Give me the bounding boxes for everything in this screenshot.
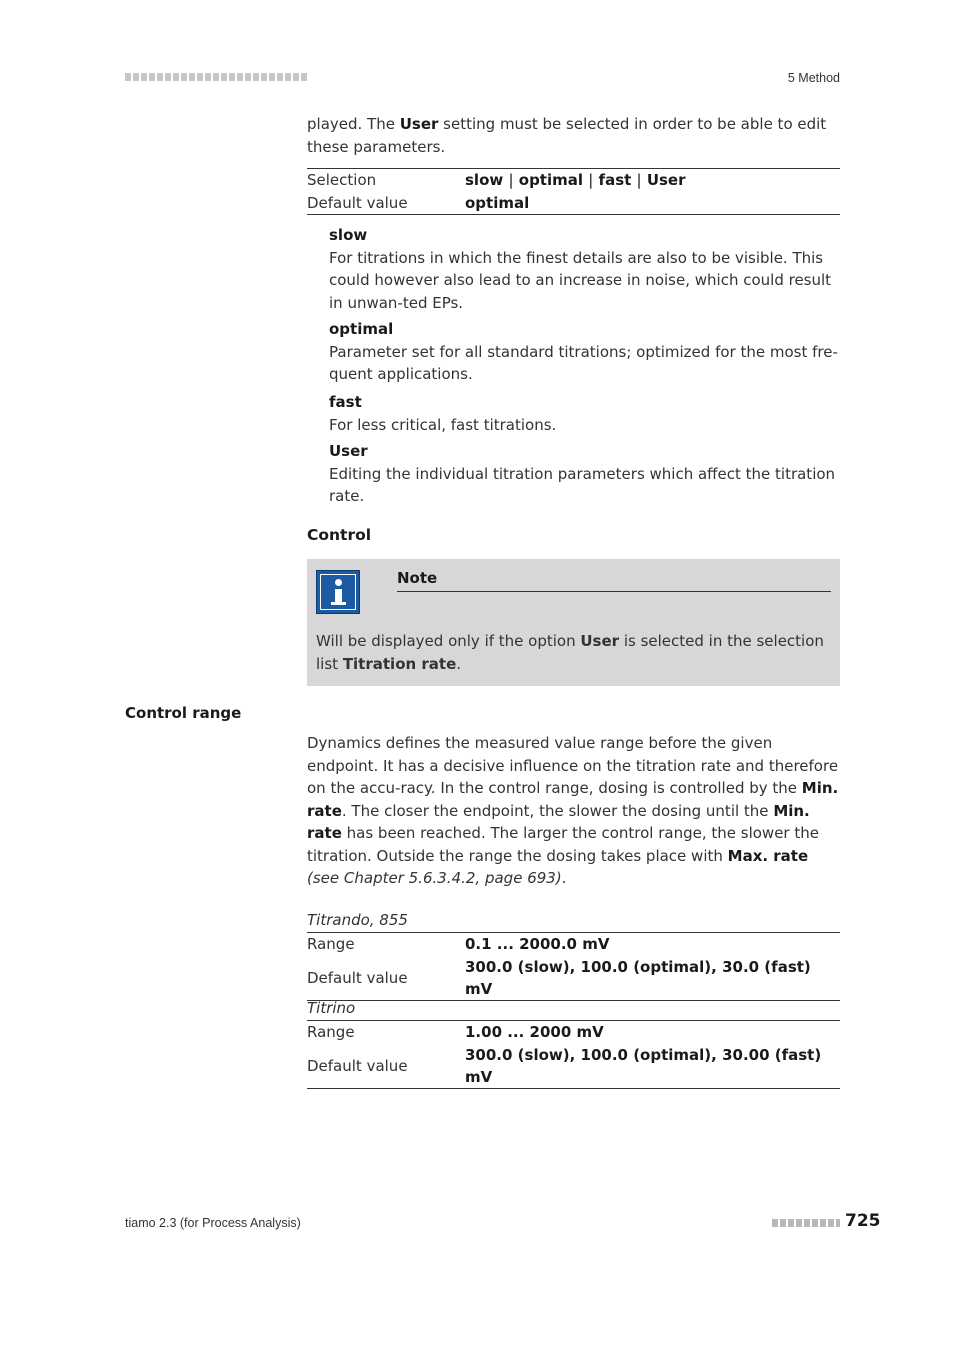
option-fast xyxy=(329,391,841,436)
selection-label: Selection xyxy=(307,171,377,190)
range-table xyxy=(307,1020,840,1089)
note-title: Note xyxy=(397,568,831,592)
note-box xyxy=(307,559,840,686)
range-table xyxy=(307,932,840,1001)
footer-decoration xyxy=(772,1219,840,1227)
option-slow xyxy=(329,224,841,314)
intro-paragraph: played. The User setting must be selected in order to be able to edit these parameters. xyxy=(307,115,827,156)
control-heading: Control xyxy=(307,526,372,544)
selection-table xyxy=(307,168,840,215)
option-desc: Editing the individual titration parameters which affect the titration rate. xyxy=(329,464,836,505)
option-term: User xyxy=(329,442,368,460)
header-decoration xyxy=(125,73,307,81)
control-range-heading: Control range xyxy=(125,704,242,722)
option-term: optimal xyxy=(329,320,394,338)
note-body: Will be displayed only if the option User is selected in the selection list Titration rate. xyxy=(316,632,824,673)
chapter-reference-link[interactable]: (see Chapter 5.6.3.4.2, page 693) xyxy=(307,869,562,887)
range-label: Range xyxy=(307,935,355,954)
default-value: optimal xyxy=(465,193,530,212)
option-term: slow xyxy=(329,226,368,244)
default-value: 300.0 (slow), 100.0 (optimal), 30.0 (fast) mV xyxy=(465,957,811,998)
running-header: 5 Method xyxy=(787,71,840,85)
page-number: 725 xyxy=(845,1211,881,1231)
range-value: 0.1 ... 2000.0 mV xyxy=(465,935,610,954)
footer-product: tiamo 2.3 (for Process Analysis) xyxy=(125,1216,301,1230)
option-desc: For less critical, fast titrations. xyxy=(329,415,557,434)
selection-values: slow | optimal | fast | User xyxy=(465,171,686,190)
option-desc: Parameter set for all standard titrations; optimized for the most fre-quent applications. xyxy=(329,342,838,383)
info-icon xyxy=(316,570,360,614)
range-label: Range xyxy=(307,1023,355,1042)
option-user xyxy=(329,440,841,508)
option-desc: For titrations in which the finest details are also to be visible. This could however also lead to an increase in noise, which could result in unwan-ted EPs. xyxy=(329,248,832,312)
table-caption: Titrino xyxy=(307,999,356,1017)
default-label: Default value xyxy=(307,968,408,987)
table-caption: Titrando, 855 xyxy=(307,911,408,929)
default-value: 300.0 (slow), 100.0 (optimal), 30.00 (fast) mV xyxy=(465,1045,822,1086)
default-label: Default value xyxy=(307,193,408,212)
option-term: fast xyxy=(329,393,362,411)
default-label: Default value xyxy=(307,1056,408,1075)
control-range-paragraph: Dynamics defines the measured value range before the given endpoint. It has a decisive influence on the titration rate and therefore on the accu-racy. In the control range, dosing is controlled by the Min. rate. The closer the endpoint, the slower the dosing until the Min. rate has been reached. The larger the control range, the slower the titration. Outside the range the dosing takes place with Max. rate (see Chapter 5.6.3.4.2, page 693). xyxy=(307,734,839,887)
option-optimal xyxy=(329,318,841,386)
range-value: 1.00 ... 2000 mV xyxy=(465,1023,604,1042)
